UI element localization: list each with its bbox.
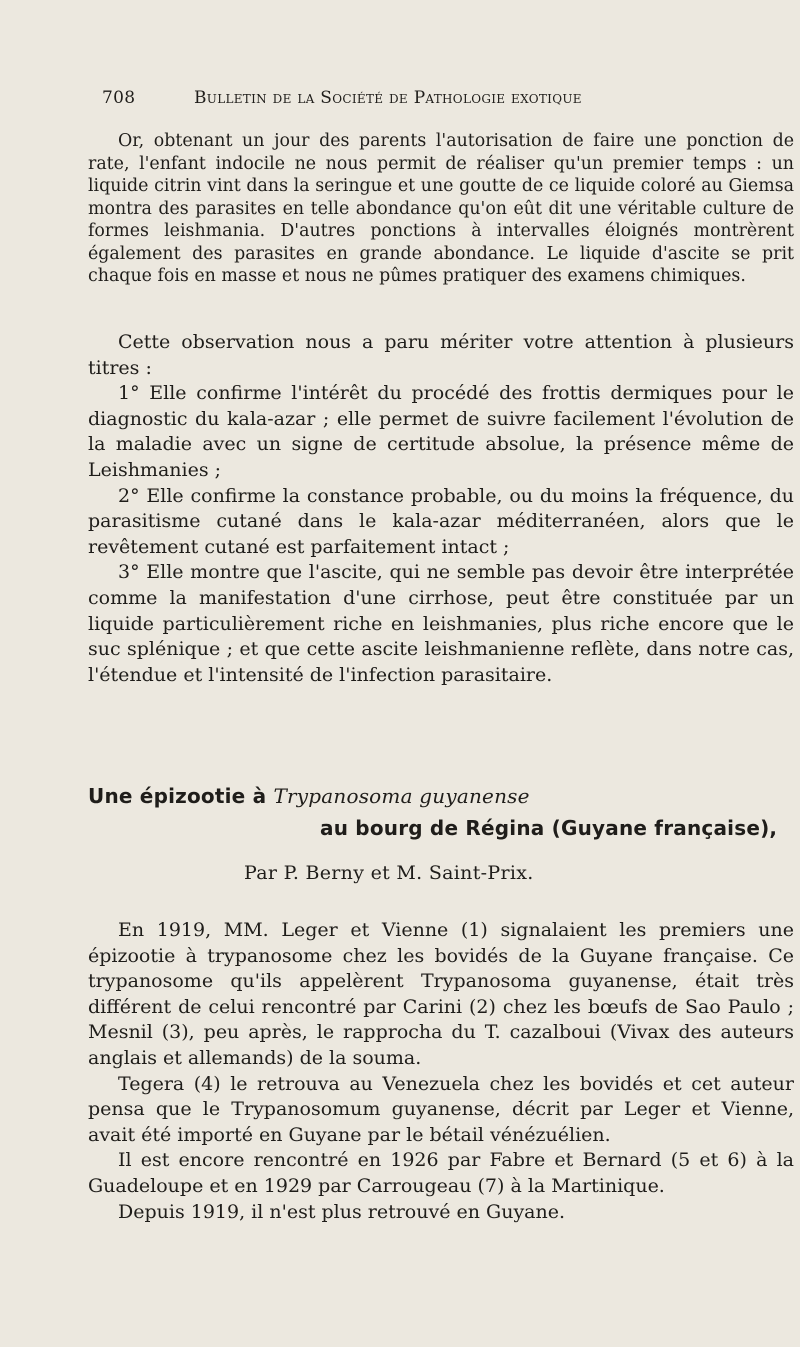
conclusion-block (88, 330, 794, 688)
paragraph: Depuis 1919, il n'est plus retrouvé en Guyane. (118, 1200, 566, 1223)
running-header (102, 88, 702, 108)
list-item: 1° Elle confirme l'intérêt du procédé des frottis dermiques pour le diagnostic du kala-azar ; elle permet de suivre facilement l'évolution de la maladie avec un signe de certitude absolue, la présence même de Leishmanies ; (88, 382, 794, 481)
article-authors: Par P. Berny et M. Saint-Prix. (244, 862, 534, 884)
paragraph: Cette observation nous a paru mériter votre attention à plusieurs titres : (88, 331, 794, 379)
journal-title: Bulletin de la Société de Pathologie exotique (194, 88, 582, 108)
article-title-line-2: au bourg de Régina (Guyane française), (320, 816, 778, 840)
paragraph: Il est encore rencontré en 1926 par Fabre et Bernard (5 et 6) à la Guadeloupe et en 1929 par Carrougeau (7) à la Martinique. (88, 1149, 794, 1197)
list-item: 3° Elle montre que l'ascite, qui ne semble pas devoir être interprétée comme la manifestation d'une cirrhose, peut être constituée par un liquide particulièrement riche en leishmanies, plus riche encore que le suc splénique ; et que cette ascite leishmanienne reflète, dans notre cas, l'étendue et l'intensité de l'infection parasitaire. (88, 561, 794, 686)
paragraph: Tegera (4) le retrouva au Venezuela chez les bovidés et cet auteur pensa que le Trypanosomum guyanense, décrit par Leger et Vienne, avait été importé en Guyane par le bétail vénézuélien. (88, 1072, 794, 1146)
text-block-bottom (88, 918, 794, 1225)
text-block-top (88, 130, 794, 288)
paragraph: Or, obtenant un jour des parents l'autorisation de faire une ponction de rate, l'enfant indocile ne nous permit de réaliser qu'un premier temps : un liquide citrin vint dans la seringue et une goutte de ce liquide coloré au Giemsa montra des parasites en telle abondance qu'on eût dit une véritable culture de formes leishmania. D'autres ponctions à intervalles éloignés montrèrent également des parasites en grande abondance. Le liquide d'ascite se prit chaque fois en masse et nous ne pûmes pratiquer des examens chimiques. (88, 131, 794, 286)
paragraph: En 1919, MM. Leger et Vienne (1) signalaient les premiers une épizootie à trypanosome chez les bovidés de la Guyane française. Ce trypanosome qu'ils appelèrent Trypanosoma guyanense, était très différent de celui rencontré par Carini (2) chez les bœufs de Sao Paulo ; Mesnil (3), peu après, le rapprocha du T. cazalboui (Vivax des auteurs anglais et allemands) de la souma. (88, 919, 794, 1069)
article-title-line-1: Une épizootie à Trypanosoma guyanense (88, 784, 530, 808)
page-number: 708 (102, 88, 136, 108)
list-item: 2° Elle confirme la constance probable, ou du moins la fréquence, du parasitisme cutané dans le kala-azar méditerranéen, alors que le revêtement cutané est parfaitement intact ; (88, 484, 794, 558)
